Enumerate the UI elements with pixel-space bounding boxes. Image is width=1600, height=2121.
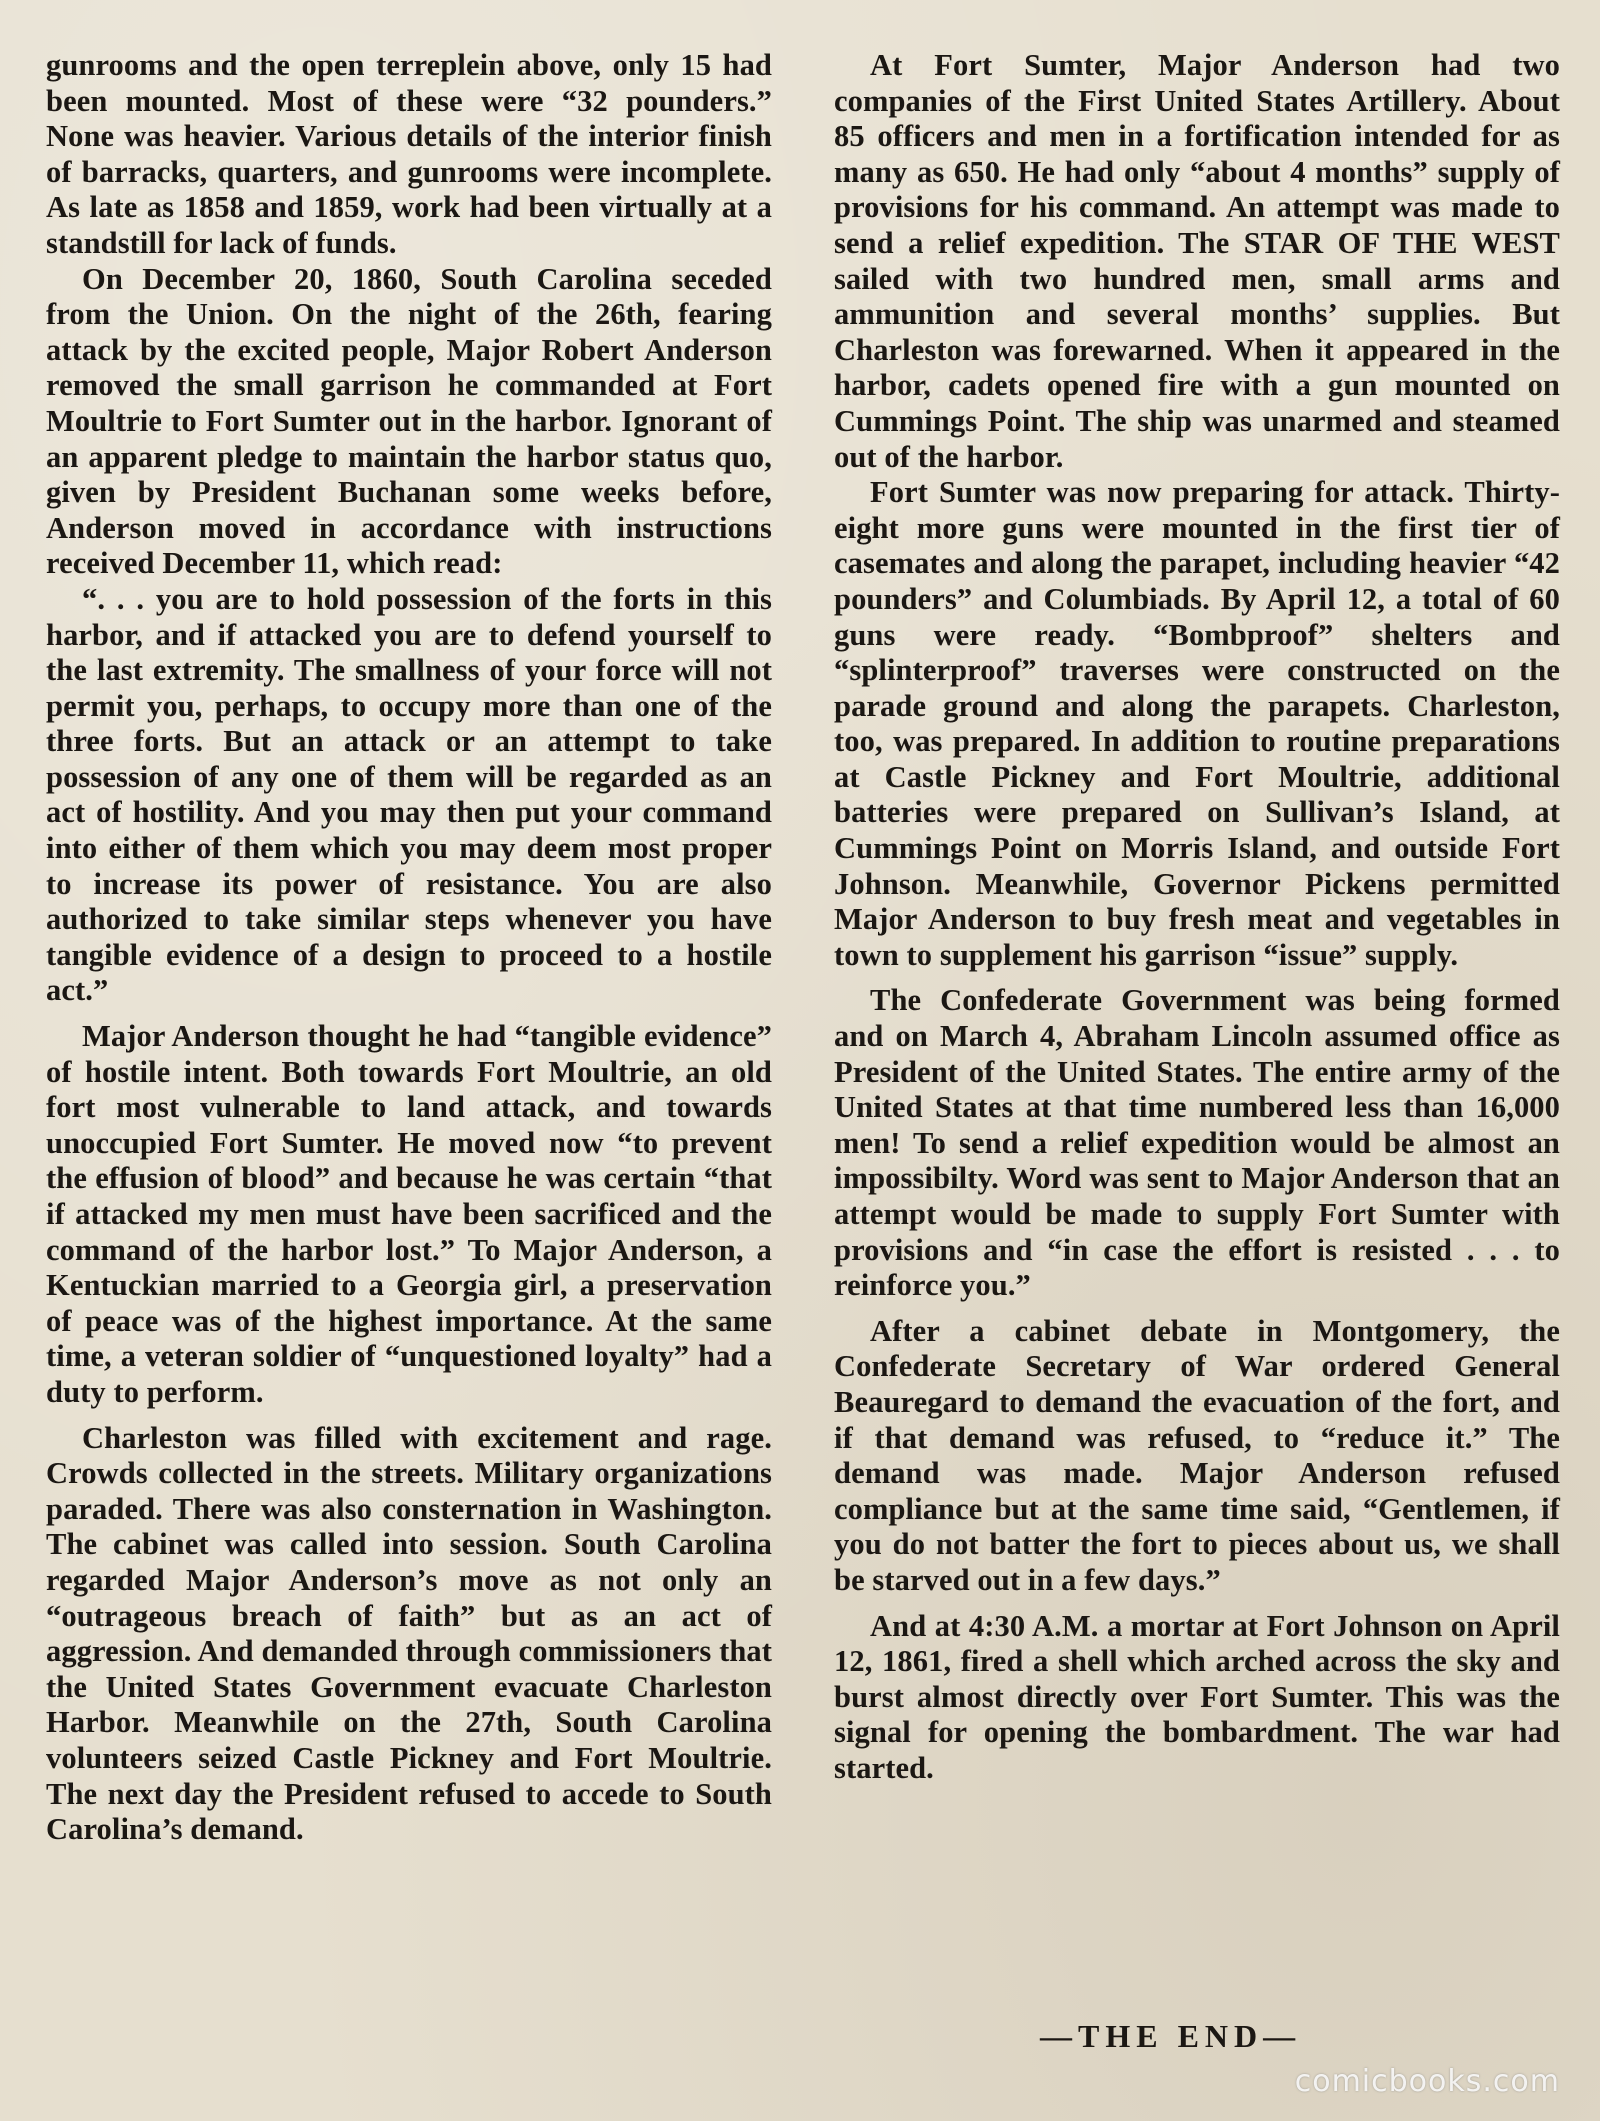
paragraph: Charleston was filled with excitement and rage. Crowds collected in the streets. Military organizations paraded. There was also consternation in Washington. The cabinet was called into session. South Carolina regarded Major Anderson’s move as not only an “outrageous breach of faith” but as an act of aggression. And demanded through commissioners that the United States Government evacuate Charleston Harbor. Meanwhile on the 27th, South Carolina volunteers seized Castle Pickney and Fort Moultrie. The next day the President refused to accede to South Carolina’s demand. [46, 1420, 772, 1847]
paragraph: Major Anderson thought he had “tangible evidence” of hostile intent. Both towards Fort Moultrie, an old fort most vulnerable to land attack, and towards unoccupied Fort Sumter. He moved now “to prevent the effusion of blood” and because he was certain “that if attacked my men must have been sacrificed and the command of the harbor lost.” To Major Anderson, a Kentuckian married to a Georgia girl, a preservation of peace was of the highest importance. At the same time, a veteran soldier of “unquestioned loyalty” had a duty to perform. [46, 1019, 772, 1409]
site-watermark: comicbooks.com [1294, 2064, 1560, 2099]
paragraph: The Confederate Government was being formed and on March 4, Abraham Lincoln assumed office as President of the United States. The entire army of the United States at that time numbered less than 16,000 men! To send a relief expedition would be almost an impossibilty. Word was sent to Major Anderson that an attempt would be made to supply Fort Sumter with provisions and “in case the effort is resisted . . . to reinforce you.” [834, 983, 1560, 1303]
the-end-label: —THE END— [1040, 2018, 1302, 2054]
quoted-instructions: “. . . you are to hold possession of the forts in this harbor, and if attacked you are to defend yourself to the last extremity. The smallness of your force will not permit you, perhaps, to occupy more than one of the three forts. But an attack or an attempt to take possession of any one of them will be regarded as an act of hostility. And you may then put your command into either of them which you may deem most proper to increase its power of resistance. You are also authorized to take similar steps whenever you have tangible evidence of a design to proceed to a hostile act.” [46, 581, 772, 1008]
left-text-column [46, 48, 772, 1848]
paragraph: On December 20, 1860, South Carolina seceded from the Union. On the night of the 26th, fearing attack by the excited people, Major Robert Anderson removed the small garrison he commanded at Fort Moultrie to Fort Sumter out in the harbor. Ignorant of an apparent pledge to maintain the harbor status quo, given by President Buchanan some weeks before, Anderson moved in accordance with instructions received December 11, which read: [46, 261, 772, 581]
paragraph: Fort Sumter was now preparing for attack. Thirty-eight more guns were mounted in the first tier of casemates and along the parapet, including heavier “42 pounders” and Columbiads. By April 12, a total of 60 guns were ready. “Bombproof” shelters and “splinterproof” traverses were constructed on the parade ground and along the parapets. Charleston, too, was prepared. In addition to routine preparations at Castle Pickney and Fort Moultrie, additional batteries were prepared on Sullivan’s Island, at Cummings Point on Morris Island, and outside Fort Johnson. Meanwhile, Governor Pickens permitted Major Anderson to buy fresh meat and vegetables in town to supplement his garrison “issue” supply. [834, 475, 1560, 972]
paragraph: After a cabinet debate in Montgomery, the Confederate Secretary of War ordered General Beauregard to demand the evacuation of the fort, and if that demand was refused, to “reduce it.” The demand was made. Major Anderson refused compliance but at the same time said, “Gentlemen, if you do not batter the fort to pieces about us, we shall be starved out in a few days.” [834, 1313, 1560, 1597]
paragraph: At Fort Sumter, Major Anderson had two companies of the First United States Artillery. About 85 officers and men in a fortification intended for as many as 650. He had only “about 4 months” supply of provisions for his command. An attempt was made to send a relief expedition. The STAR OF THE WEST sailed with two hundred men, small arms and ammunition and several months’ supplies. But Charleston was forewarned. When it appeared in the harbor, cadets opened fire with a gun mounted on Cummings Point. The ship was unarmed and steamed out of the harbor. [834, 48, 1560, 474]
right-text-column [834, 48, 1560, 1787]
paragraph: And at 4:30 A.M. a mortar at Fort Johnson on April 12, 1861, fired a shell which arched across the sky and burst almost directly over Fort Sumter. This was the signal for opening the bombardment. The war had started. [834, 1608, 1560, 1785]
paragraph: gunrooms and the open terreplein above, only 15 had been mounted. Most of these were “32 pounders.” None was heavier. Various details of the interior finish of barracks, quarters, and gunrooms were incomplete. As late as 1858 and 1859, work had been virtually at a standstill for lack of funds. [46, 48, 772, 260]
